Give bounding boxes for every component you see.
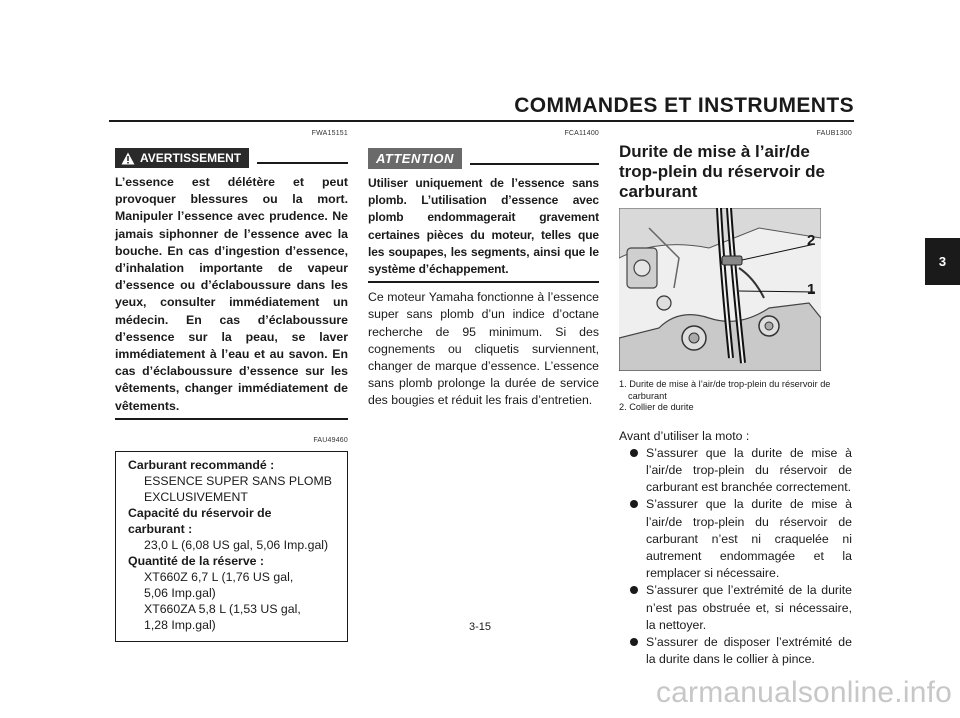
page-number: 3-15	[468, 621, 492, 633]
reserve-xt660z-line-1: XT660Z 6,7 L (1,76 US gal,	[144, 569, 294, 584]
reserve-xt660z-line-2: 5,06 Imp.gal)	[144, 585, 216, 600]
spec-reference-code: FAU49460	[313, 436, 348, 444]
section-reference-code: FAUB1300	[816, 130, 852, 137]
warning-label: AVERTISSEMENT	[140, 151, 242, 165]
reserve-label: Quantité de la réserve :	[128, 553, 265, 568]
warning-badge	[115, 148, 249, 168]
bullet-dot-icon	[630, 500, 638, 508]
intro-text: Avant d’utiliser la moto :	[619, 428, 750, 443]
warning-rule	[257, 162, 348, 164]
checklist	[619, 445, 852, 669]
attention-reference-code: FCA11400	[564, 130, 599, 137]
fuel-label: Carburant recommandé :	[128, 457, 275, 472]
fuel-value-line-1: ESSENCE SUPER SANS PLOMB	[144, 473, 332, 488]
reserve-xt660za-line-1: XT660ZA 5,8 L (1,53 US gal,	[144, 601, 301, 616]
checklist-text: S’assurer que la durite de mise à l’air/de trop-plein du réservoir de carburant est branchée correctement.	[646, 445, 852, 495]
bullet-dot-icon	[630, 449, 638, 457]
section-title: Durite de mise à l’air/de trop-plein du réservoir de carburant	[619, 142, 825, 201]
capacity-label-line-1: Capacité du réservoir de	[128, 505, 272, 520]
engine-illustration	[619, 208, 821, 371]
bullet-dot-icon	[630, 638, 638, 646]
warning-text: L’essence est délétère et peut provoquer blessures ou la mort. Manipuler l’essence avec prudence. Ne jamais siphonner de l’essence avec la bouche. En cas d’ingestion d’essence, d’inhalation importante de vapeur d’essence ou d’éclaboussure dans les yeux, consulter immédiatement un médecin. En cas d’éclaboussure d’essence sur la peau, se laver immédiatement à l’eau et au savon. En cas d’éclaboussure d’essence sur les vêtements, changer immédiatement de vêtements.	[115, 175, 348, 413]
fuel-spec-box	[115, 451, 348, 642]
header-rule	[109, 120, 854, 122]
warning-reference-code: FWA15151	[311, 130, 348, 137]
fuel-value-line-2: EXCLUSIVEMENT	[144, 489, 248, 504]
callout-1: 1	[807, 281, 816, 298]
attention-header	[368, 148, 599, 169]
watermark: carmanualsonline.info	[655, 676, 952, 709]
bullet-dot-icon	[630, 586, 638, 594]
warning-end-rule	[115, 418, 348, 420]
capacity-label-line-2: carburant :	[128, 521, 193, 536]
warning-header	[115, 148, 348, 168]
left-column	[115, 130, 348, 642]
checklist-text: S’assurer de disposer l’extrémité de la durite dans le collier à pince.	[646, 634, 852, 667]
caption-2: 2. Collier de durite	[619, 402, 694, 412]
reserve-xt660za-line-2: 1,28 Imp.gal)	[144, 617, 216, 632]
octane-paragraph: Ce moteur Yamaha fonctionne à l’essence super sans plomb d’un indice d’octane recherche de 95 minimum. Si des cognements ou cliquetis surviennent, changer de marque d’essence. L’essence sans plomb prolonge la durée de service des bougies et réduit les frais d’entretien.	[368, 290, 599, 408]
attention-end-rule	[368, 281, 599, 283]
attention-text: Utiliser uniquement de l’essence sans plomb. L’utilisation d’essence avec plomb endommagerait gravement certaines pièces du moteur, telles que les soupapes, les segments, ainsi que le système d’échappement.	[368, 176, 599, 277]
callout-2: 2	[807, 232, 816, 249]
attention-rule	[470, 163, 599, 165]
figure-captions	[619, 379, 852, 414]
chapter-title: COMMANDES ET INSTRUMENTS	[514, 94, 854, 117]
attention-badge: ATTENTION	[368, 148, 462, 169]
warning-triangle-icon	[121, 152, 135, 165]
list-item	[629, 445, 852, 497]
checklist-text: S’assurer que la durite de mise à l’air/de trop-plein du réservoir de carburant n’est ni craquelée ni autrement endommagée et la remplacer si nécessaire.	[646, 497, 852, 581]
capacity-value: 23,0 L (6,08 US gal, 5,06 Imp.gal)	[144, 537, 329, 552]
overflow-hose-figure	[619, 208, 821, 371]
list-item	[629, 496, 852, 582]
right-column	[619, 130, 852, 668]
list-item	[629, 634, 852, 668]
middle-column	[368, 130, 599, 410]
chapter-tab: 3	[925, 238, 960, 285]
caption-1: 1. Durite de mise à l’air/de trop-plein du réservoir de carburant	[619, 379, 831, 401]
checklist-text: S’assurer que l’extrémité de la durite n’est pas obstruée et, si nécessaire, la nettoyer.	[646, 583, 852, 632]
